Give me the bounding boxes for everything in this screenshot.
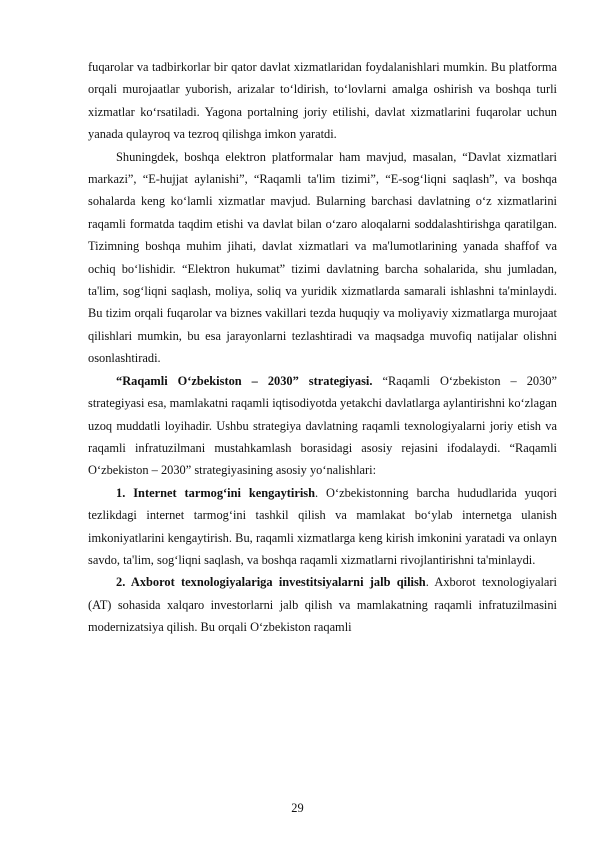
paragraph-3 (88, 370, 557, 482)
paragraph-2 (88, 146, 557, 370)
page-number: 29 (291, 801, 304, 815)
paragraph-3-text: “Raqamli O‘zbekiston – 2030” strategiyasi esa, mamlakatni raqamli iqtisodiyotda yetakchi davlatlarga aylantirishni ko‘zlagan uzoq muddatli loyihadir. Ushbu strategiya davlatning raqamli texnologiyalarni joriy etish va raqamli infratuzilmani mustahkamlash borasidagi asosiy rejasini ifodalaydi. “Raqamli O‘zbekiston – 2030” strategiyasining asosiy yo‘nalishlari: (88, 373, 557, 478)
paragraph-4 (88, 482, 557, 572)
paragraph-4-heading: 1. Internet tarmog‘ini kengaytirish (116, 485, 315, 500)
document-body (88, 56, 557, 639)
paragraph-5 (88, 571, 557, 638)
paragraph-1-text: fuqarolar va tadbirkorlar bir qator davlat xizmatlaridan foydalanishlari mumkin. Bu platforma orqali murojaatlar yuborish, arizalar to‘ldirish, to‘lovlarni amalga oshirish va boshqa turli xizmatlar ko‘rsatiladi. Yagona portalning joriy etilishi, davlat xizmatlarini fuqarolar uchun yanada qulayroq va tezroq qilishga imkon yaratdi. (88, 60, 557, 142)
paragraph-3-heading: “Raqamli O‘zbekiston – 2030” strategiyasi. (116, 373, 373, 388)
paragraph-5-heading: 2. Axborot texnologiyalariga investitsiyalarni jalb qilish (116, 575, 426, 590)
paragraph-5-text: . Axborot texnologiyalari (AT) sohasida xalqaro investorlarni jalb qilish va mamlakatning raqamli infratuzilmasini modernizatsiya qilish. Bu orqali O‘zbekiston raqamli (88, 575, 557, 635)
paragraph-4-text: . O‘zbekistonning barcha hududlarida yuqori tezlikdagi internet tarmog‘ini tashkil qilish va mamlakat bo‘ylab internetga ulanish imkoniyatlarini kengaytirish. Bu, raqamli xizmatlarga keng kirish imkonini yaratadi va onlayn savdo, ta'lim, sog‘liqni saqlash, va boshqa raqamli xizmatlarni rivojlantirishni ta'minlaydi. (88, 485, 557, 567)
paragraph-1 (88, 56, 557, 146)
paragraph-2-text: Shuningdek, boshqa elektron platformalar ham mavjud, masalan, “Davlat xizmatlari markazi”, “E-hujjat aylanishi”, “Raqamli ta'lim tizimi”, “E-sog‘liqni saqlash”, va boshqa sohalarda keng ko‘lamli xizmatlar mavjud. Bularning barchasi davlatning o‘z xizmatlarini raqamli formatda taqdim etishi va davlat bilan o‘zaro aloqalarni soddalashtirishga qaratilgan. Tizimning boshqa muhim jihati, davlat xizmatlari va ma'lumotlarining yanada shaffof va ochiq bo‘lishidir. “Elektron hukumat” tizimi davlatning barcha sohalarida, shu jumladan, ta'lim, sog‘liqni saqlash, moliya, soliq va yuridik xizmatlarda samarali ishlashni ta'minlaydi. Bu tizim orqali fuqarolar va biznes vakillari tezda huquqiy va moliyaviy xizmatlarga murojaat qilishlari mumkin, bu esa jarayonlarni tezlashtiradi va maqsadga muvofiq natijalar olishni osonlashtiradi. (88, 149, 557, 366)
